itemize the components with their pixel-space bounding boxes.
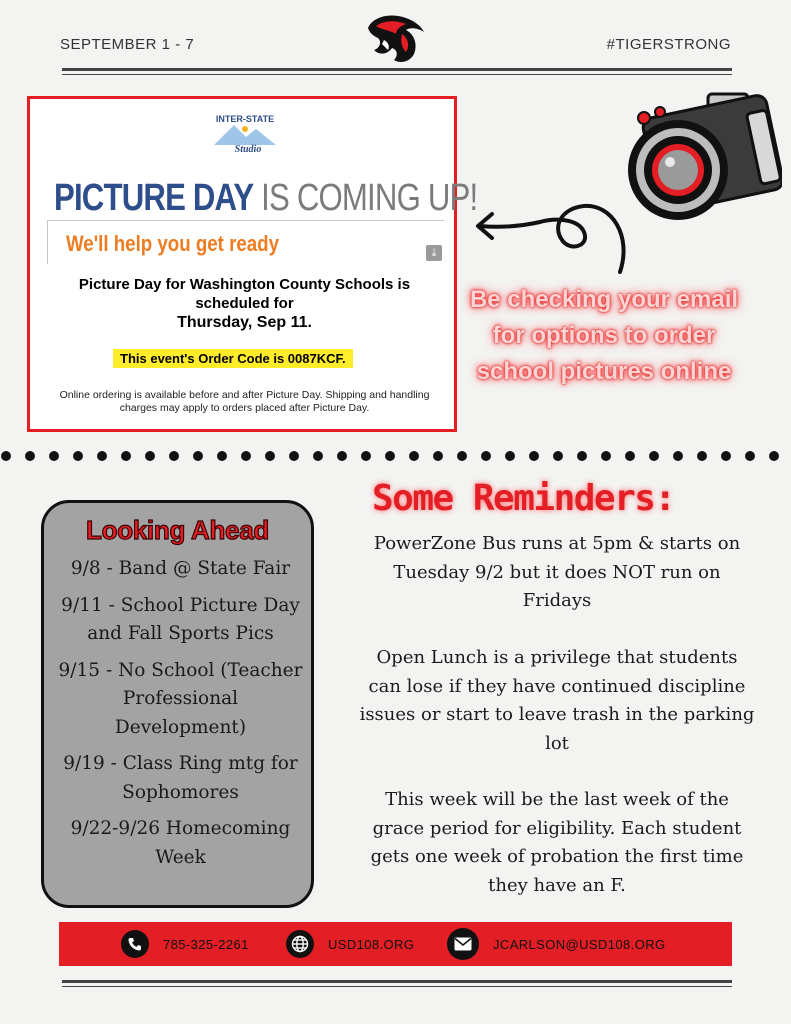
reminder-item: This week will be the last week of the grace period for eligibility. Each student gets one week of probation the first time they have an F. <box>370 789 744 896</box>
phone-icon <box>121 930 149 958</box>
dotted-divider <box>0 449 791 463</box>
email-reminder: Be checking your email for options to order school pictures online <box>469 286 739 385</box>
download-icon[interactable]: ⤓ <box>426 245 442 261</box>
header-divider <box>62 68 732 71</box>
header-dates: SEPTEMBER 1 - 7 <box>60 36 195 53</box>
list-item: 9/19 - Class Ring mtg for Sophomores <box>63 753 298 803</box>
footer-divider-thin <box>62 986 732 987</box>
camera-icon <box>622 88 782 220</box>
schedule-line: Picture Day for Washington County Schools is <box>78 276 411 293</box>
phone-number: 785-325-2261 <box>163 936 249 952</box>
tagline-box <box>47 220 444 264</box>
looking-ahead-title: Looking Ahead <box>86 515 269 545</box>
picture-day-flyer <box>27 96 478 432</box>
studio-logo <box>208 111 282 157</box>
schedule-line: scheduled for <box>195 295 294 312</box>
email-contact[interactable] <box>447 930 666 958</box>
header-divider-thin <box>62 74 732 75</box>
tagline: We'll help you get ready <box>66 231 279 256</box>
headline-bold: PICTURE DAY <box>54 177 254 219</box>
curly-arrow-icon <box>472 196 637 276</box>
order-code: This event's Order Code is 0087KCF. <box>113 349 353 368</box>
globe-icon <box>286 930 314 958</box>
schedule-text <box>42 275 447 332</box>
reminder-item: Open Lunch is a privilege that students can lose if they have continued discipline issues or start to leave trash in the parking lot <box>359 647 755 754</box>
footer-divider <box>62 980 732 983</box>
headline-light: IS COMING UP! <box>261 177 478 219</box>
looking-ahead-panel <box>41 500 314 908</box>
reminders-title: Some Reminders: <box>372 478 675 519</box>
mail-icon <box>447 928 479 960</box>
header-hashtag: #TIGERSTRONG <box>606 36 731 53</box>
contact-footer <box>59 922 732 966</box>
tiger-logo-icon <box>362 10 428 66</box>
list-item: 9/8 - Band @ State Fair <box>70 558 291 579</box>
picture-day-headline <box>54 177 477 220</box>
list-item: 9/22-9/26 Homecoming Week <box>70 818 291 868</box>
website-contact[interactable] <box>286 930 414 958</box>
schedule-date: Thursday, Sep 11. <box>177 314 312 331</box>
list-item: 9/11 - School Picture Day and Fall Sports Pics <box>61 594 300 644</box>
svg-text:INTER-STATE: INTER-STATE <box>215 114 275 124</box>
reminder-item: PowerZone Bus runs at 5pm & starts on Tuesday 9/2 but it does NOT run on Fridays <box>373 533 741 611</box>
online-ordering-note: Online ordering is available before and after Picture Day. Shipping and handling charges may apply to orders placed after Picture Day. <box>59 389 430 414</box>
website-link[interactable]: USD108.ORG <box>328 936 415 952</box>
looking-ahead-list <box>56 555 305 880</box>
svg-text:Studio: Studio <box>234 144 262 155</box>
phone-contact[interactable] <box>121 930 249 958</box>
email-link[interactable]: JCARLSON@USD108.ORG <box>493 936 666 952</box>
list-item: 9/15 - No School (Teacher Professional Development) <box>58 659 303 738</box>
